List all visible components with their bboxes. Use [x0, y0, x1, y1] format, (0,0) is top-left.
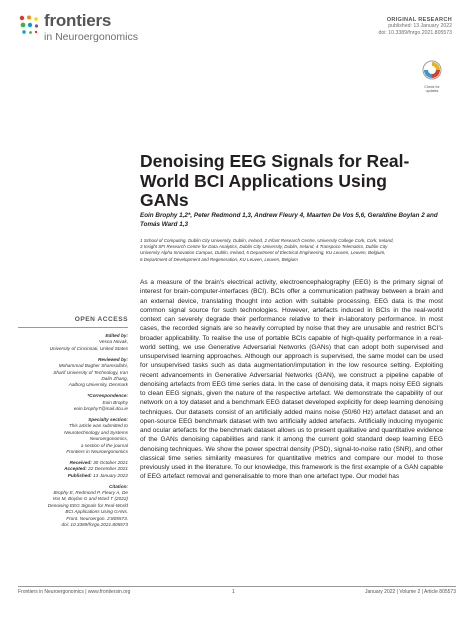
article-sidebar — [14, 333, 128, 533]
article-meta — [378, 17, 452, 36]
reviewed-by-block — [14, 357, 128, 389]
affiliations — [140, 238, 445, 263]
published-label: Published: — [67, 472, 92, 478]
affiliation-line: 1 School of Computing, Dublin City University, Dublin, Ireland, 2 Infant Research Centre, University College Cork, Cork, Ireland, — [140, 238, 394, 243]
dates-block — [14, 460, 128, 479]
specialty-label: Specialty section: — [88, 416, 128, 422]
specialty-line: This article was submitted to — [68, 423, 128, 429]
author-list: Eoin Brophy 1,2*, Peter Redmond 1,3, Andrew Fleury 4, Maarten De Vos 5,6, Geraldine Boylan 2 and Tomás Ward 1,3 — [140, 212, 438, 228]
specialty-block — [14, 417, 128, 455]
correspondence-email[interactable]: eoin.brophy7@mail.dcu.ie — [73, 406, 128, 412]
reviewer-name: Mohammad Bagher Shamsollahi, — [58, 363, 128, 369]
crossmark-icon — [422, 60, 442, 80]
journal-brand: frontiers — [44, 11, 112, 30]
citation-doi[interactable]: doi: 10.3389/fnrgo.2021.805573 — [61, 522, 128, 528]
correspondence-label: *Correspondence: — [87, 393, 128, 399]
editor-affiliation: University of Cincinnati, United States — [49, 345, 128, 351]
published-value: 13 January 2022 — [93, 472, 128, 478]
open-access-label: OPEN ACCESS — [74, 316, 128, 323]
accepted-label: Accepted: — [64, 466, 87, 472]
footer-journal-link[interactable]: Frontiers in Neuroergonomics | www.frontiersin.org — [18, 589, 131, 595]
journal-name: in Neuroergonomics — [44, 31, 138, 43]
correspondence-block — [14, 393, 128, 412]
affiliation-line: 6 Department of Development and Regeneration, KU Leuven, Leuven, Belgium — [140, 256, 298, 262]
received-value: 30 October 2021 — [93, 459, 128, 465]
specialty-line: Neurotechnology and Systems — [64, 429, 128, 435]
reviewer-name: Dalin Zhang, — [101, 375, 128, 381]
citation-line: Vos M, Boylan G and Ward T (2022) — [52, 496, 128, 502]
reviewer-affiliation: Aalborg University, Denmark — [68, 382, 128, 388]
doi-link[interactable]: doi: 10.3389/fnrgo.2021.805573 — [378, 29, 452, 36]
footer-issue-info: January 2022 | Volume 2 | Article 805573 — [365, 589, 456, 595]
crossmark-label: Check for updates — [424, 85, 440, 93]
correspondence-name: Eoin Brophy — [102, 399, 128, 405]
abstract-text: As a measure of the brain's electrical activity, electroencephalography (EEG) is the primary signal of interest for brain-computer-interfaces (BCI). BCIs offer a communication pathway between a brain and an external device, translating thought into action with suitable processing. EEG data is the most common signal source for such technologies. However, artefacts induced in BCIs in the real-world context can severely degrade their performance relative to their in-laboratory performance. In most cases, the recorded signals are so heavily corrupted by noise that they are unusable and restrict BCI's broader applicability. To realise the use of portable BCIs capable of high-quality performance in a real-world setting, we use Generative Adversarial Networks (GANs) that can adopt both supervised and unsupervised learning approaches. Although our approach is supervised, the same model can be used for unsupervised tasks such as data augmentation/imputation in the low resource setting. Exploiting recent advancements in Generative Adversarial Networks (GAN), we construct a pipeline capable of denoising artefacts from EEG time series data. In the case of denoising data, it maps noisy EEG signals to clean EEG signals, given the nature of the respective artefact. We demonstrate the capability of our network on a toy dataset and a benchmark EEG dataset developed explicitly for deep learning denoising techniques. Our datasets consist of an artificially added mains noise (50/60 Hz) artefact dataset and an open-source EEG benchmark dataset with two artificially added artefacts. Artificially inducing myogenic and ocular artefacts for the benchmark dataset allows us to present qualitative and quantitative evidence of the GANs denoising capabilities and rank it among the current gold standard deep learning EEG denoising techniques. We show the power spectral density (PSD), signal-to-noise ratio (SNR), and other classical time series similarity measures for quantitative metrics and compare our model to those previously used in the literature. To our knowledge, this framework is the first example of a GAN capable of EEG artefact removal and generalisable to more than one artefact type. Our model has — [140, 279, 443, 481]
citation-line: Front. Neuroergon. 2:805573. — [66, 515, 128, 521]
page-number: 1 — [232, 589, 235, 595]
affiliation-line: University Alpha Innovation Campus, Dublin, Ireland, 5 Department of Electrical Engineering, KU Leuven, Leuven, Belgium, — [140, 250, 386, 256]
edited-by-block — [14, 333, 128, 352]
citation-line: BCI Applications Using GANs. — [65, 509, 128, 515]
footer-divider — [18, 586, 456, 587]
accepted-value: 22 December 2021 — [88, 466, 128, 472]
citation-block — [14, 484, 128, 529]
received-label: Received: — [69, 459, 92, 465]
citation-label: Citation: — [108, 483, 128, 489]
edited-by-label: Edited by: — [105, 333, 128, 338]
published-date-side — [14, 473, 128, 479]
specialty-line: Neuroergonomics, — [89, 436, 128, 442]
reviewed-by-label: Reviewed by: — [98, 356, 128, 362]
crossmark-badge[interactable] — [420, 60, 444, 93]
citation-line: Denoising EEG Signals for Real-World — [47, 502, 128, 508]
article-type: ORIGINAL RESEARCH — [386, 17, 452, 23]
specialty-line: a section of the journal — [80, 442, 128, 448]
specialty-line: Frontiers in Neuroergonomics — [66, 449, 128, 454]
affiliation-line: 3 Insight SFI Research Centre for Data Analytics, Dublin City University, Dublin, Ireland, 4 Transpoco Telematics, Dublin City — [140, 244, 388, 250]
published-date: published: 13 January 2022 — [388, 23, 452, 30]
frontiers-logo-icon — [18, 14, 40, 36]
citation-line: Brophy E, Redmond P, Fleury A, De — [53, 490, 128, 496]
reviewer-affiliation: Sharif University of Technology, Iran — [53, 369, 128, 375]
editor-name: Vesna Novak, — [98, 339, 128, 345]
article-title: Denoising EEG Signals for Real-World BCI Applications Using GANs — [140, 151, 410, 210]
divider — [18, 327, 128, 328]
